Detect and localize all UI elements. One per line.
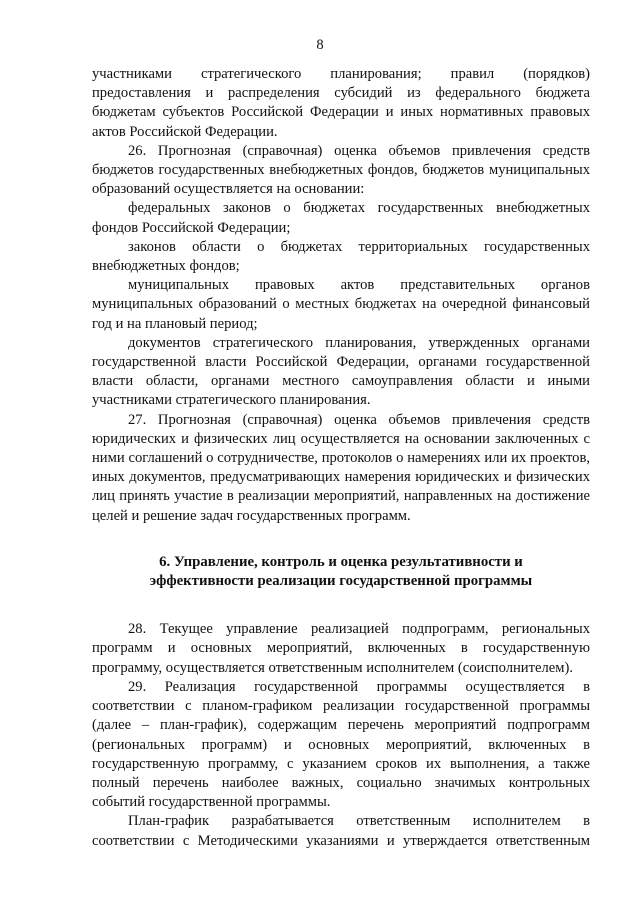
paragraph-continuation: участниками стратегического планирования; правил (порядков) предоставления и распределения субсидий из федерального бюджета бюджетам субъектов Российской Федерации и иных нормативных правовых актов Российской Федерации. [92,66,590,140]
document-body [92,65,590,851]
section-heading-line-2: эффективности реализации государственной программы [149,573,533,590]
page-number: 8 [316,37,324,53]
paragraph-item-26: 26. Прогнозная (справочная) оценка объемов привлечения средств бюджетов государственных внебюджетных фондов, бюджетов муниципальных образований осуществляется на основании: [92,142,590,198]
section-heading [92,553,590,591]
paragraph-item-28: 28. Текущее управление реализацией подпрограмм, региональных программ и основных мероприятий, включенных в государственную программу, осуществляется ответственным исполнителем (соисполнителем). [92,621,590,676]
list-item-federal-laws: федеральных законов о бюджетах государственных внебюджетных фондов Российской Федерации; [92,200,590,236]
section-heading-line-1: 6. Управление, контроль и оценка результативности и [159,553,523,570]
list-item-regional-laws: законов области о бюджетах территориальных государственных внебюджетных фондов; [92,238,590,275]
paragraph-item-29: 29. Реализация государственной программы осуществляется в соответствии с планом-графиком реализации государственной программы (далее – план-график), содержащим перечень мероприятий подпрограмм (региональных программ) и основных мероприятий, включенных в государственную программу, с указанием сроков их выполнения, а также полный перечень наиболее важных, социально значимых контрольных событий государственной программы. [92,678,590,811]
list-item-strategic-documents: документов стратегического планирования, утвержденных органами государственной власти Российской Федерации, органами государственной власти области, органами местного самоуправления области и иными участниками стратегического планирования. [92,334,590,409]
paragraph-plan-schedule: План-график разрабатывается ответственным исполнителем в соответствии с Методическими указаниями и утверждается ответственным [92,813,590,849]
list-item-municipal-acts: муниципальных правовых актов представительных органов муниципальных образований о местных бюджетах на очередной финансовый год и на плановый период; [92,277,590,332]
paragraph-item-27: 27. Прогнозная (справочная) оценка объемов привлечения средств юридических и физических лиц осуществляется на основании заключенных с ними соглашений о сотрудничестве, протоколов о намерениях или их проектов, иных документов, предусматривающих намерения юридических и физических лиц принять участие в реализации мероприятий, направленных на достижение целей и решение задач государственных программ. [92,411,590,524]
